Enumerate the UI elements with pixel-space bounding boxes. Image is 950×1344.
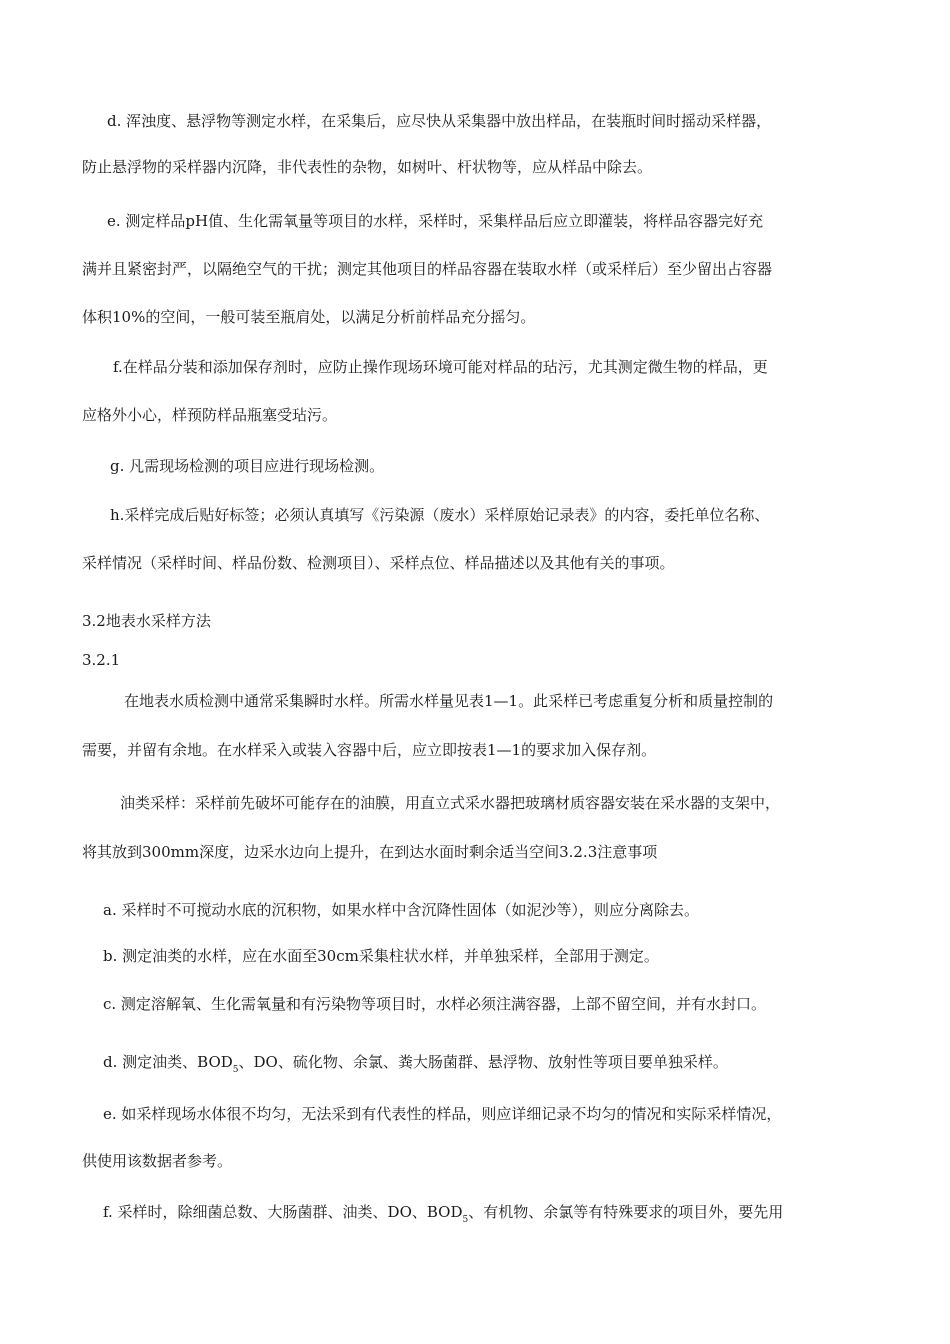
item-a2: a. 采样时不可搅动水底的沉积物，如果水样中含沉降性固体（如泥沙等），则应分离除去。 bbox=[103, 901, 699, 919]
para-f1-line1: f.在样品分装和添加保存剂时，应防止操作现场环境可能对样品的玷污，尤其测定微生物的样品，更 bbox=[113, 358, 768, 376]
item-f2-post: 、有机物、余氯等有特殊要求的项目外，要先用 bbox=[468, 1203, 784, 1221]
item-d2-post: 、DO、硫化物、余氯、粪大肠菌群、悬浮物、放射性等项目要单独采样。 bbox=[238, 1053, 728, 1071]
para-e1-line1: e. 测定样品pH值、生化需氧量等项目的水样，采样时，采集样品后应立即灌装，将样品容器完好充 bbox=[107, 212, 764, 230]
para-d1-line2: 防止悬浮物的采样器内沉降，非代表性的杂物，如树叶、杆状物等，应从样品中除去。 bbox=[82, 158, 653, 176]
para-intro-line1: 在地表水质检测中通常采集瞬时水样。所需水样量见表1—1。此采样已考虑重复分析和质量控制的 bbox=[124, 692, 774, 710]
item-c2: c. 测定溶解氧、生化需氧量和有污染物等项目时，水样必须注满容器，上部不留空间，并有水封口。 bbox=[103, 995, 766, 1013]
item-d2-pre: d. 测定油类、BOD bbox=[103, 1053, 233, 1071]
para-h1-line2: 采样情况（采样时间、样品份数、检测项目）、采样点位、样品描述以及其他有关的事项。 bbox=[82, 554, 675, 572]
item-f2-subscript: 5 bbox=[462, 1215, 469, 1225]
item-e2-line2: 供使用该数据者参考。 bbox=[82, 1152, 233, 1170]
item-d2-subscript: 5 bbox=[232, 1065, 239, 1075]
para-oil-line1: 油类采样：采样前先破坏可能存在的油膜，用直立式采水器把玻璃材质容器安装在采水器的支架中， bbox=[120, 794, 781, 812]
item-e2-line1: e. 如采样现场水体很不均匀，无法采到有代表性的样品，则应详细记录不均匀的情况和实际采样情况， bbox=[103, 1105, 782, 1123]
para-h1-line1: h.采样完成后贴好标签；必须认真填写《污染源（废水）采样原始记录表》的内容，委托单位名称、 bbox=[110, 506, 770, 524]
item-d2 bbox=[103, 1052, 728, 1075]
section-subheading: 3.2.1 bbox=[82, 651, 121, 669]
para-e1-line3: 体积10%的空间，一般可装至瓶肩处，以满足分析前样品充分摇匀。 bbox=[82, 308, 536, 326]
para-f1-line2: 应格外小心，样预防样品瓶塞受玷污。 bbox=[82, 406, 338, 424]
para-intro-line2: 需要，并留有余地。在水样采入或装入容器中后，应立即按表1—1的要求加入保存剂。 bbox=[82, 741, 657, 759]
item-b2: b. 测定油类的水样，应在水面至30cm采集柱状水样，并单独采样，全部用于测定。 bbox=[103, 947, 659, 965]
para-d1-line1: d. 浑浊度、悬浮物等测定水样，在采集后，应尽快从采集器中放出样品，在装瓶时间时摇动采样器， bbox=[107, 112, 772, 130]
para-e1-line2: 满并且紧密封严，以隔绝空气的干扰；测定其他项目的样品容器在装取水样（或采样后）至少留出占容器 bbox=[82, 260, 773, 278]
item-f2-pre: f. 采样时，除细菌总数、大肠菌群、油类、DO、BOD bbox=[103, 1203, 463, 1221]
para-oil-line2: 将其放到300mm深度，边采水边向上提升，在到达水面时剩余适当空间3.2.3注意事项 bbox=[82, 843, 658, 861]
item-f2 bbox=[103, 1202, 783, 1225]
section-heading: 3.2地表水采样方法 bbox=[82, 612, 211, 630]
para-g1-line1: g. 凡需现场检测的项目应进行现场检测。 bbox=[110, 457, 385, 475]
